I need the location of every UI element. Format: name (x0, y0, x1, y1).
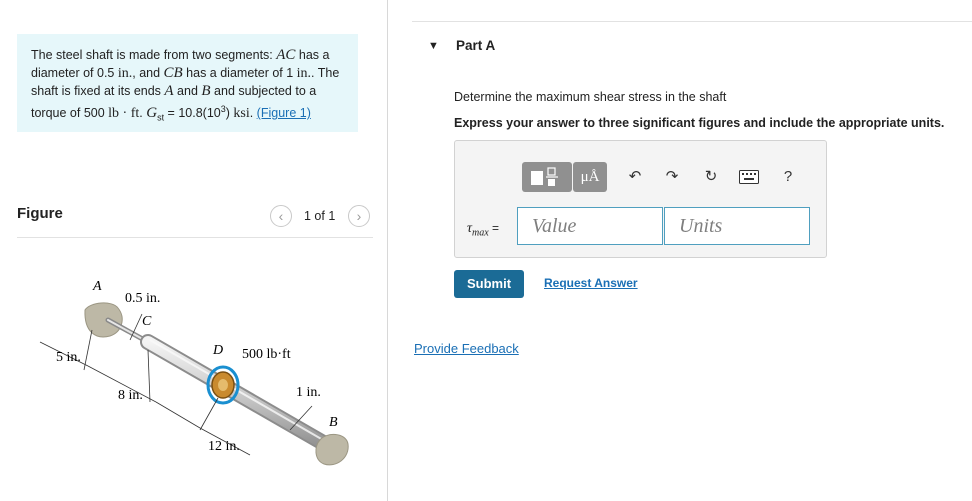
help-button[interactable] (776, 163, 800, 191)
reset-icon: ↻ (704, 168, 718, 185)
template-button[interactable] (522, 162, 572, 192)
problem-text: has a (295, 48, 330, 62)
label-d: D (213, 343, 224, 358)
shaft-figure (30, 270, 360, 470)
chevron-left-icon: ‹ (278, 208, 284, 224)
chevron-right-icon: › (356, 208, 362, 224)
submit-button[interactable]: Submit (454, 270, 524, 298)
caret-down-icon: ▼ (428, 40, 439, 52)
label-length-right: 12 in. (208, 439, 240, 454)
segment-cb-symbol: CB (163, 65, 183, 81)
exponent: 3 (220, 104, 226, 114)
keyboard-icon (739, 170, 759, 184)
problem-text: and (173, 84, 202, 98)
value-input[interactable] (517, 207, 663, 245)
shear-modulus-symbol: G (146, 105, 158, 122)
label-a: A (93, 279, 102, 294)
provide-feedback-link[interactable]: Provide Feedback (414, 341, 519, 356)
label-small-diameter: 0.5 in. (125, 291, 161, 306)
part-a-toggle[interactable] (428, 40, 439, 52)
problem-line-4 (31, 101, 311, 126)
figure-prev-button[interactable] (270, 205, 292, 227)
problem-line-3 (31, 83, 316, 99)
problem-text: has a diameter of 1 (182, 66, 297, 80)
label-c: C (142, 314, 152, 329)
fixed-support-b (316, 434, 348, 464)
value-placeholder: Value (532, 215, 577, 237)
units-placeholder: Units (679, 215, 723, 237)
problem-text: = 10.8(10 (164, 106, 221, 121)
label-large-diameter: 1 in. (296, 385, 321, 400)
question-text: Determine the maximum shear stress in the shaft (454, 90, 727, 104)
problem-text: ) (225, 106, 234, 121)
part-a-title: Part A (456, 38, 496, 53)
tau-symbol: τ (467, 221, 473, 236)
equals-sign: = (492, 221, 500, 235)
segment-ac-symbol: AC (276, 47, 296, 63)
problem-text: . (249, 106, 257, 121)
problem-text: and subjected to a (210, 84, 317, 98)
problem-line-2 (31, 65, 339, 82)
end-b-symbol: B (201, 83, 211, 99)
label-length-left: 5 in. (56, 350, 81, 365)
shear-modulus-subscript: st (157, 112, 165, 123)
column-divider (387, 0, 388, 501)
answer-panel (454, 140, 827, 258)
keyboard-button[interactable] (737, 163, 761, 191)
template-icon (522, 162, 572, 192)
unit-inch: in. (117, 66, 133, 81)
request-answer-link[interactable]: Request Answer (544, 276, 638, 290)
problem-text: . The (311, 66, 340, 80)
redo-icon: ↷ (665, 168, 679, 185)
problem-text: shaft is fixed at its ends (31, 84, 165, 98)
units-icon: μÅ (580, 169, 600, 185)
problem-text: The steel shaft is made from two segments: (31, 48, 277, 62)
label-b: B (329, 415, 338, 430)
unit-inch: in. (296, 66, 312, 81)
label-length-mid: 8 in. (118, 388, 143, 403)
figure-link[interactable]: (Figure 1) (256, 106, 311, 121)
figure-counter: 1 of 1 (304, 209, 336, 223)
units-button[interactable] (573, 162, 607, 192)
redo-button[interactable] (660, 163, 684, 191)
help-icon: ? (783, 168, 793, 185)
reset-button[interactable] (699, 163, 723, 191)
torque-unit: lb · ft (108, 106, 140, 122)
unit-ksi: ksi (233, 106, 250, 122)
problem-text: torque of 500 (31, 106, 109, 121)
instruction-text: Express your answer to three significant figures and include the appropriate units. (454, 116, 945, 130)
figure-next-button[interactable] (348, 205, 370, 227)
problem-text: . (139, 106, 147, 121)
fixed-support-a (85, 303, 122, 337)
problem-line-1 (31, 47, 329, 63)
undo-button[interactable] (623, 163, 647, 191)
figure-heading: Figure (17, 205, 63, 222)
tau-max-label (467, 221, 499, 238)
problem-text: , and (132, 66, 164, 80)
undo-icon: ↶ (628, 168, 642, 185)
label-torque: 500 lb·ft (242, 347, 291, 362)
tau-subscript: max (472, 227, 489, 239)
part-a-divider (412, 21, 972, 22)
problem-text: diameter of 0.5 (31, 66, 118, 80)
figure-divider (17, 237, 373, 238)
problem-statement (17, 34, 358, 132)
units-input[interactable] (664, 207, 810, 245)
end-a-symbol: A (164, 83, 174, 99)
